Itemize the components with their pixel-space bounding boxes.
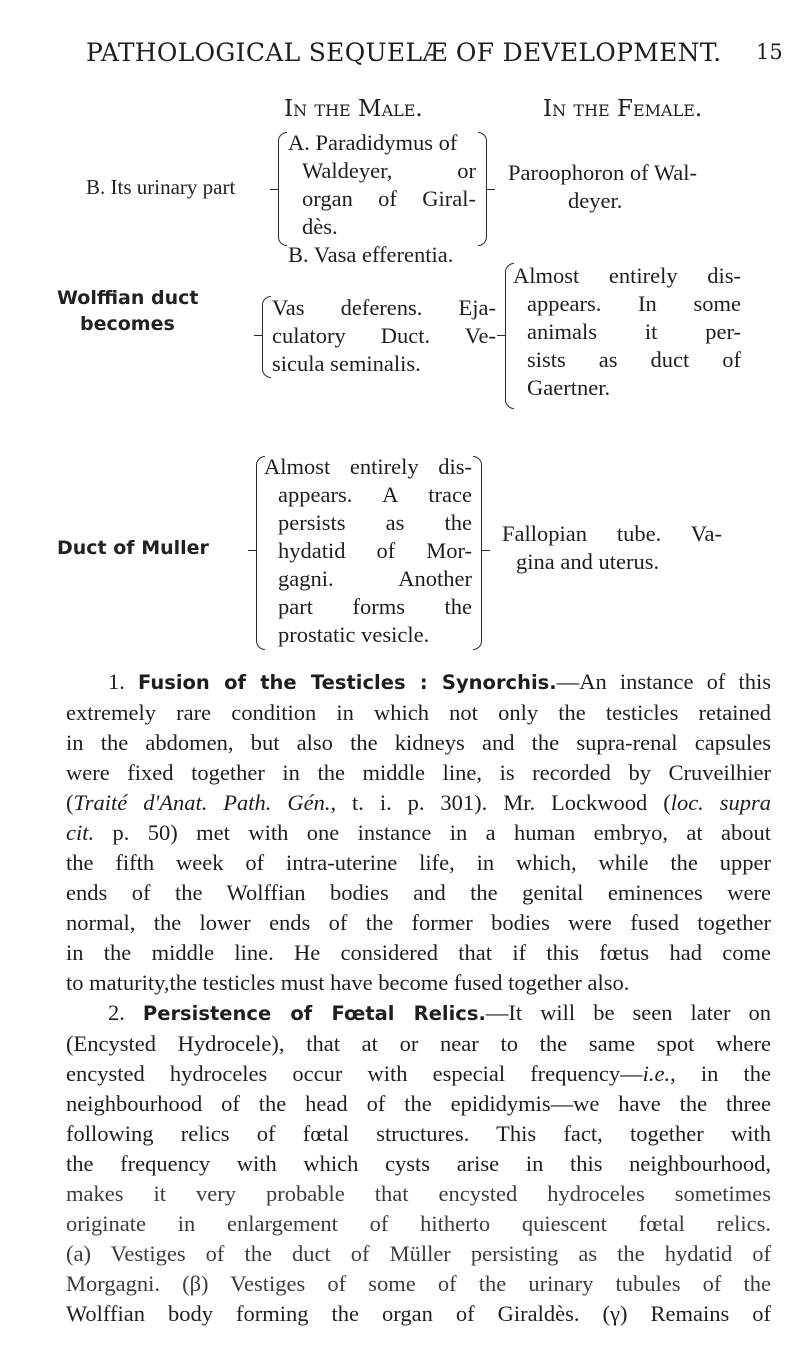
paragraph-1-line [66,788,771,818]
cell-male-muller [264,453,472,649]
cell-line: Vas deferens. Eja- [272,295,496,320]
text-run: ( [66,790,74,815]
row-label-urinary-part: B. Its urinary part [86,175,236,199]
cell-female-wolffian [513,262,741,402]
paragraph-2-line: makes it very probable that encysted hydroceles sometimes [66,1181,771,1206]
cell-line: appears. In some [527,291,741,316]
cell-line: appears. A trace [278,482,472,507]
cell-line: gagni. Another [278,566,472,591]
running-head: PATHOLOGICAL SEQUELÆ OF DEVELOPMENT. [86,38,722,67]
paragraph-2-line: (Encysted Hydrocele), that at or near to the same spot where [66,1031,771,1056]
cell-line: B. Vasa efferentia. [288,242,454,267]
citation: loc. supra [670,790,771,815]
cell-line: prostatic vesicle. [278,622,430,647]
text-run: p. 50) met with one instance in a human embryo, at about [94,820,771,845]
cell-line: animals it per- [527,319,741,344]
cell-line: Almost entirely dis- [264,454,472,479]
cell-female-muller [502,520,722,576]
text-run: encysted hydroceles occur with especial frequency— [66,1061,643,1086]
cell-line: sists as duct of [527,347,741,372]
paragraph-1-line: the fifth week of intra-uterine life, in which, while the upper [66,850,771,875]
cell-line: sicula seminalis. [272,351,421,376]
paragraph-1-line [66,667,771,698]
text-run: —An instance of this [556,669,772,694]
brace-left [278,132,287,246]
paragraph-heading: Fusion of the Testicles : Synorchis. [138,671,557,694]
text-run: , t. i. p. 301). Mr. Lockwood ( [330,790,671,815]
brace-tip [254,335,263,336]
column-heading-female: In the Female. [543,96,703,122]
paragraph-1-line: in the middle line. He considered that if this fœtus had come [66,940,771,965]
citation: Traité d'Anat. Path. Gén. [73,790,331,815]
paragraph-2-line [66,1269,771,1299]
paragraph-1-line [66,818,771,848]
row-label-line: Wolffian duct [57,287,199,309]
cell-line: Fallopian tube. Va- [502,521,722,546]
list-marker: (γ) [602,1301,628,1326]
cell-line: gina and uterus. [516,549,660,574]
cell-line: dès. [302,214,338,239]
paragraph-1-line: extremely rare condition in which not only the testicles retained [66,700,771,725]
text-run: , in the [670,1061,771,1086]
brace-left [262,296,271,378]
row-label-wolffian-duct [57,285,198,337]
cell-line: Waldeyer, or [302,158,476,183]
abbreviation: i.e. [642,1061,671,1086]
list-marker: (a) [66,1241,91,1266]
paragraph-2-line: following relics of fœtal structures. This fact, together with [66,1121,771,1146]
row-label-muller-duct: Duct of Muller [57,537,209,559]
text-run: Remains of [627,1301,771,1326]
citation: cit. [66,820,95,845]
paragraph-1-line: in the abdomen, but also the kidneys and the supra-renal capsules [66,730,771,755]
cell-line: Gaertner. [527,375,611,400]
cell-line: Almost entirely dis- [513,263,741,288]
text-run: —It will be seen later on [485,1000,771,1025]
cell-line: deyer. [568,188,623,213]
cell-female-urinary [508,159,697,215]
cell-line: part forms the [278,594,472,619]
cell-line: organ of Giral- [302,186,476,211]
column-heading-male: In the Male. [284,96,423,122]
brace-right [473,456,482,650]
text-run: Morgagni. [66,1271,183,1296]
cell-line: hydatid of Mor- [278,538,472,563]
paragraph-1-line: to maturity,the testicles must have become fused together also. [66,970,630,995]
paragraph-heading: Persistence of Fœtal Relics. [142,1002,486,1025]
cell-male-wolffian [272,294,496,378]
list-marker: (β) [182,1271,209,1296]
text-run: Wolffian body forming the organ of Giraldès. [66,1301,603,1326]
row-label-line: becomes [80,313,175,335]
text-run: Vestiges of some of the urinary tubules of the [208,1271,771,1296]
cell-line: persists as the [278,510,472,535]
paragraph-2-line [66,1059,771,1089]
cell-line: Paroophoron of Wal- [508,160,697,185]
paragraph-2-line: the frequency with which cysts arise in this neighbourhood, [66,1151,771,1176]
page-number: 15 [756,40,783,64]
paragraph-1-line: were fixed together in the middle line, is recorded by Cruveilhier [66,760,771,785]
paragraph-number: 2. [108,1000,125,1025]
paragraph-2-line [66,998,771,1029]
paragraph-1-line: normal, the lower ends of the former bodies were fused together [66,910,771,935]
brace-tip [481,550,490,551]
cell-male-urinary [288,129,476,269]
paragraph-2-line: neighbourhood of the head of the epididymis—we have the three [66,1091,771,1116]
body-text [66,667,771,1329]
paragraph-2-line: originate in enlargement of hitherto quiescent fœtal relics. [66,1211,771,1236]
cell-line: culatory Duct. Ve- [272,323,496,348]
paragraph-number: 1. [108,669,125,694]
text-run: Vestiges of the duct of Müller persisting as the hydatid of [90,1241,771,1266]
paragraph-2-line [66,1239,771,1269]
brace-tip [486,189,495,190]
paragraph-2-line [66,1299,771,1329]
paragraph-1-line: ends of the Wolffian bodies and the genital eminences were [66,880,771,905]
cell-line: A. Paradidymus of [288,130,458,155]
